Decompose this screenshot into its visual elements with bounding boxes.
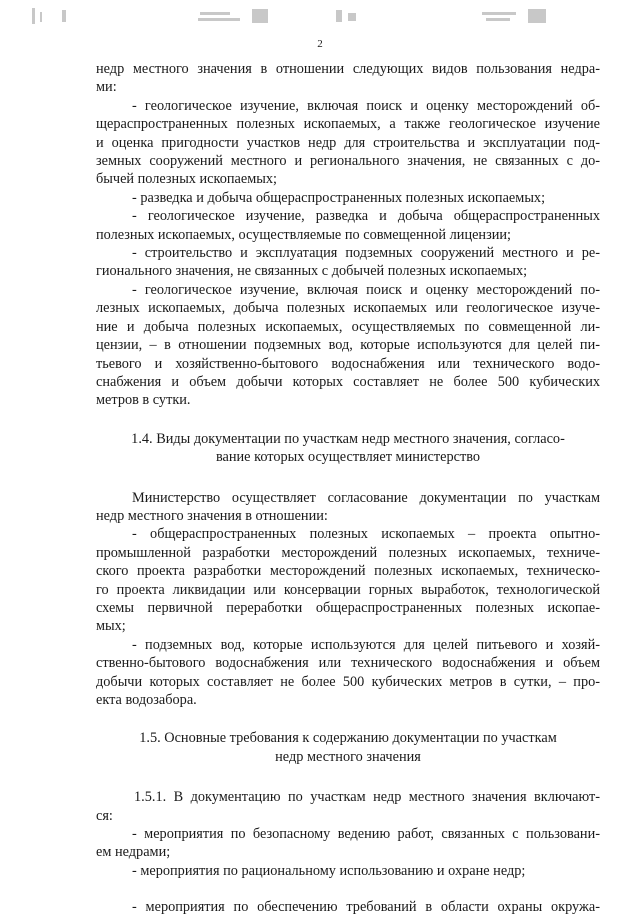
list-item-line: полезных ископаемых, осуществляемые по совмещенной лицензии;: [96, 226, 512, 243]
list-item-line: бычей полезных ископаемых;: [96, 171, 278, 188]
list-item-line: - мероприятия по обеспечению требований в области охраны окружа-: [132, 899, 600, 916]
list-item-line: ского проекта разработки месторождений полезных ископаемых, техническо-: [96, 563, 600, 580]
document-body: [96, 60, 600, 917]
list-item-line: промышленной разработки месторождений полезных ископаемых, техниче-: [96, 544, 600, 561]
paragraph-line: недр местного значения в отношении следующих видов пользования недра-: [96, 61, 600, 77]
list-item-line: - геологическое изучение, включая поиск и оценку месторождений об-: [132, 97, 600, 114]
paragraph-line: ми:: [96, 79, 117, 96]
list-item-line: метров в сутки.: [96, 392, 191, 409]
section-heading-1-5: недр местного значения: [275, 748, 421, 765]
list-item-line: - подземных вод, которые используются для целей питьевого и хозяй-: [132, 636, 600, 653]
paragraph-line: ся:: [96, 807, 113, 824]
list-item-line: снабжения и объем добычи которых составляет не более 500 кубических: [96, 373, 600, 390]
page-number: 2: [317, 38, 323, 50]
list-item-line: екта водозабора.: [96, 692, 197, 708]
list-item-line: цензии, – в отношении подземных вод, которые используются для целей пи-: [96, 337, 600, 354]
list-item-line: го проекта ликвидации или консервации горных выработок, технологической: [96, 581, 600, 598]
section-heading-1-4: вание которых осуществляет министерство: [215, 449, 481, 466]
list-item-line: схемы первичной переработки общераспространенных полезных ископае-: [96, 599, 600, 616]
list-item-line: и оценка пригодности участков недр для строительства и эксплуатации под-: [96, 134, 600, 151]
list-item-line: ственно-бытового водоснабжения или технического водоснабжения и объем: [96, 655, 600, 672]
list-item-line: - мероприятия по безопасному ведению работ, связанных с пользовани-: [132, 826, 600, 843]
list-item-line: ем недрами;: [96, 844, 171, 861]
list-item-line: - геологическое изучение, включая поиск и оценку месторождений по-: [132, 281, 600, 298]
list-item-line: гионального значения, не связанных с добычей полезных ископаемых;: [96, 263, 528, 280]
scan-stamp-artifact: [0, 4, 640, 30]
list-item-line: тьевого и хозяйственно-бытового водоснабжения или технического водо-: [96, 355, 600, 372]
list-item-line: - геологическое изучение, разведка и добыча общераспространенных: [132, 208, 600, 225]
list-item-line: - строительство и эксплуатация подземных сооружений местного и ре-: [132, 245, 600, 262]
paragraph-line: Министерство осуществляет согласование документации по участкам: [132, 489, 600, 506]
paragraph-line: недр местного значения в отношении:: [96, 507, 328, 524]
list-item-line: - разведка и добыча общераспространенных полезных ископаемых;: [132, 189, 546, 206]
list-item-line: щераспространенных полезных ископаемых, а также геологическое изучение: [96, 116, 600, 133]
list-item-line: мых;: [96, 618, 126, 635]
list-item-line: - общераспространенных полезных ископаемых – проекта опытно-: [132, 526, 600, 543]
paragraph-line: 1.5.1. В документацию по участкам недр местного значения включают-: [134, 789, 600, 806]
list-item-line: добычи которых составляет не более 500 кубических метров в сутки, – про-: [96, 673, 600, 690]
list-item-line: лезных ископаемых, добыча полезных ископаемых или геологическое изуче-: [96, 300, 600, 317]
list-item-line: - мероприятия по рациональному использованию и охране недр;: [132, 862, 526, 879]
list-item-line: ние и добыча полезных ископаемых, осуществляемых по совмещенной ли-: [96, 318, 600, 335]
list-item-line: земных сооружений местного и регионального значения, не связанных с до-: [96, 153, 600, 170]
section-heading-1-5: 1.5. Основные требования к содержанию документации по участкам: [139, 730, 557, 747]
section-heading-1-4: 1.4. Виды документации по участкам недр местного значения, согласо-: [131, 430, 565, 447]
